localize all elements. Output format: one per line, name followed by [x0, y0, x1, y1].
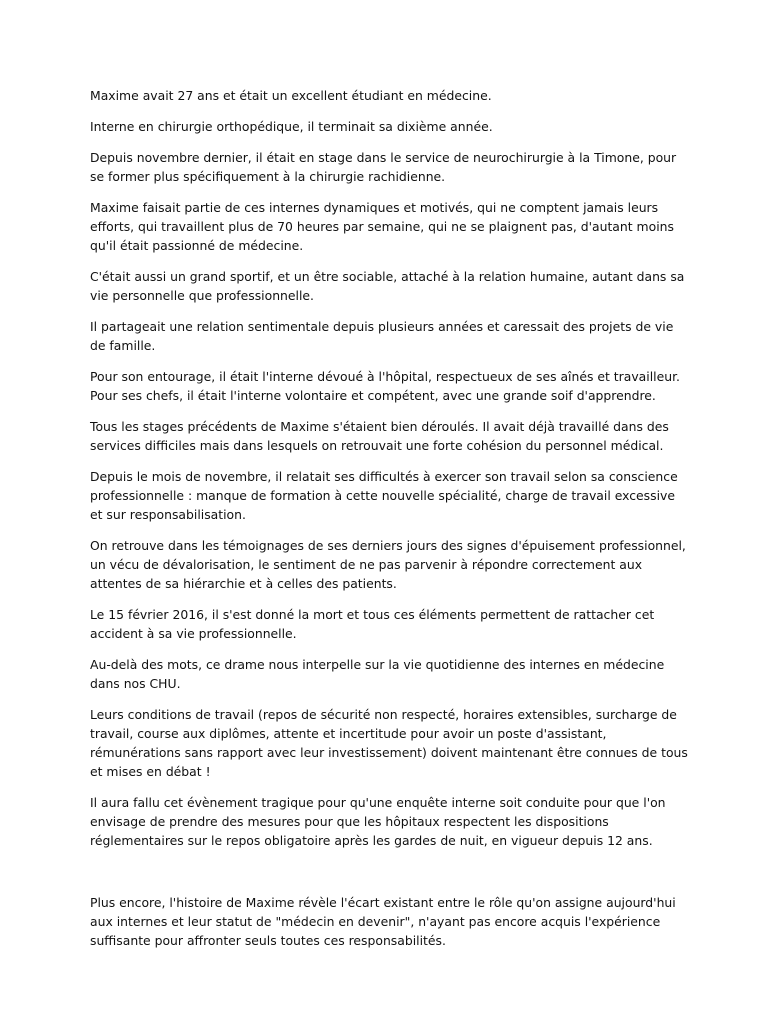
paragraph-7: Pour son entourage, il était l'interne dévoué à l'hôpital, respectueux de ses aînés et travailleur. Pour ses chefs, il était l'interne volontaire et compétent, avec une grande soif d'apprendre.: [90, 369, 680, 403]
paragraph-1: Maxime avait 27 ans et était un excellent étudiant en médecine.: [90, 88, 492, 103]
paragraph-4: Maxime faisait partie de ces internes dynamiques et motivés, qui ne comptent jamais leurs efforts, qui travaillent plus de 70 heures par semaine, qui ne se plaignent pas, d'autant moins qu'il était passionné de médecine.: [90, 200, 674, 253]
paragraph-10: On retrouve dans les témoignages de ses derniers jours des signes d'épuisement professionnel, un vécu de dévalorisation, le sentiment de ne pas parvenir à répondre correctement aux attentes de sa hiérarchie et à celles des patients.: [90, 538, 686, 591]
paragraph-6: Il partageait une relation sentimentale depuis plusieurs années et caressait des projets de vie de famille.: [90, 319, 674, 353]
paragraph-13: Leurs conditions de travail (repos de sécurité non respecté, horaires extensibles, surcharge de travail, course aux diplômes, attente et incertitude pour avoir un poste d'assistant, rémunérations sans rapport avec leur investissement) doivent maintenant être connues de tous et mises en débat !: [90, 707, 688, 779]
paragraph-12: Au-delà des mots, ce drame nous interpelle sur la vie quotidienne des internes en médecine dans nos CHU.: [90, 657, 665, 691]
paragraph-9: Depuis le mois de novembre, il relatait ses difficultés à exercer son travail selon sa conscience professionnelle : manque de formation à cette nouvelle spécialité, charge de travail excessive et sur responsabilisation.: [90, 469, 678, 522]
paragraph-2: Interne en chirurgie orthopédique, il terminait sa dixième année.: [90, 119, 493, 134]
paragraph-14: Il aura fallu cet évènement tragique pour qu'une enquête interne soit conduite pour que l'on envisage de prendre des mesures pour que les hôpitaux respectent les dispositions réglementaires sur le repos obligatoire après les gardes de nuit, en vigueur depuis 12 ans.: [90, 795, 666, 848]
document-body: [90, 86, 690, 962]
paragraph-11: Le 15 février 2016, il s'est donné la mort et tous ces éléments permettent de rattacher cet accident à sa vie professionnelle.: [90, 607, 655, 641]
paragraph-8: Tous les stages précédents de Maxime s'étaient bien déroulés. Il avait déjà travaillé dans des services difficiles mais dans lesquels on retrouvait une forte cohésion du personnel médical.: [90, 419, 669, 453]
paragraph-15: Plus encore, l'histoire de Maxime révèle l'écart existant entre le rôle qu'on assigne aujourd'hui aux internes et leur statut de "médecin en devenir", n'ayant pas encore acquis l'expérience suffisante pour affronter seuls toutes ces responsabilités.: [90, 895, 676, 948]
paragraph-3: Depuis novembre dernier, il était en stage dans le service de neurochirurgie à la Timone, pour se former plus spécifiquement à la chirurgie rachidienne.: [90, 150, 677, 184]
paragraph-5: C'était aussi un grand sportif, et un être sociable, attaché à la relation humaine, autant dans sa vie personnelle que professionnelle.: [90, 269, 685, 303]
